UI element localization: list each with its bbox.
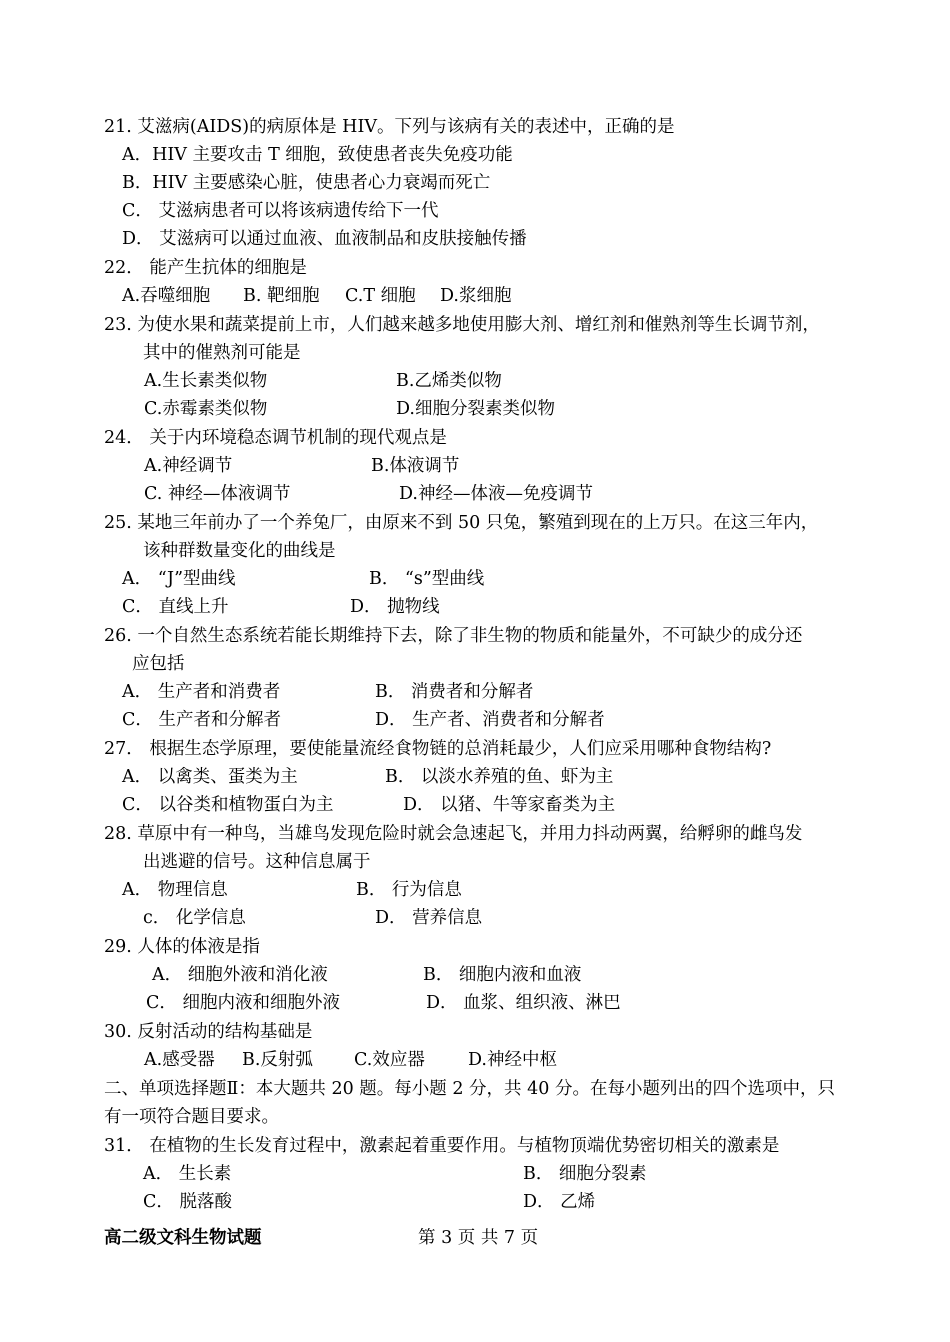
q27-option-b: B． 以淡水养殖的鱼、虾为主 [385, 767, 614, 787]
section2-heading-line2: 有一项符合题目要求。 [104, 1107, 279, 1127]
section2-heading-line1: 二、单项选择题Ⅱ：本大题共 20 题。每小题 2 分，共 40 分。在每小题列出的四个选项中，只 [104, 1079, 835, 1099]
q24-option-d: D.神经—体液—免疫调节 [399, 484, 593, 504]
q23-option-b: B.乙烯类似物 [396, 371, 502, 391]
q29-option-a: A． 细胞外液和消化液 [152, 965, 328, 985]
q28-option-a: A． 物理信息 [122, 880, 228, 900]
q31-option-d: D． 乙烯 [523, 1192, 596, 1212]
q28-stem-line2: 出逃避的信号。这种信息属于 [143, 852, 371, 872]
q25-stem-line1: 25. 某地三年前办了一个养兔厂，由原来不到 50 只兔，繁殖到现在的上万只。在这三年内， [104, 513, 819, 533]
q22-option-d: D.浆细胞 [440, 286, 512, 306]
q30-option-b: B.反射弧 [242, 1050, 313, 1070]
q24-stem: 24． 关于内环境稳态调节机制的现代观点是 [104, 428, 447, 448]
q23-option-a: A.生长素类似物 [144, 371, 268, 391]
q31-stem: 31． 在植物的生长发育过程中，激素起着重要作用。与植物顶端优势密切相关的激素是 [104, 1136, 780, 1156]
q29-option-c: C． 细胞内液和细胞外液 [146, 993, 340, 1013]
q28-option-c: c． 化学信息 [143, 908, 246, 928]
q25-option-d: D． 抛物线 [350, 597, 440, 617]
q27-option-c: C． 以谷类和植物蛋白为主 [122, 795, 334, 815]
q27-option-d: D． 以猪、牛等家畜类为主 [403, 795, 616, 815]
q21-option-c: C． 艾滋病患者可以将该病遗传给下一代 [122, 201, 439, 221]
q25-stem-line2: 该种群数量变化的曲线是 [143, 541, 336, 561]
q31-option-b: B． 细胞分裂素 [523, 1164, 647, 1184]
q29-stem: 29. 人体的体液是指 [104, 937, 260, 957]
q21-option-a: A．HIV 主要攻击 T 细胞，致使患者丧失免疫功能 [122, 145, 513, 165]
q22-option-c: C.T 细胞 [345, 286, 416, 306]
q30-option-d: D.神经中枢 [468, 1050, 557, 1070]
footer-title: 高二级文科生物试题 [104, 1228, 262, 1248]
q30-option-a: A.感受器 [144, 1050, 215, 1070]
q22-option-b: B. 靶细胞 [243, 286, 320, 306]
q22-stem: 22． 能产生抗体的细胞是 [104, 258, 307, 278]
q21-option-b: B．HIV 主要感染心脏，使患者心力衰竭而死亡 [122, 173, 491, 193]
q29-option-d: D． 血浆、组织液、淋巴 [426, 993, 621, 1013]
q25-option-a: A． “J”型曲线 [122, 569, 236, 589]
q26-option-d: D． 生产者、消费者和分解者 [375, 710, 605, 730]
q21-stem: 21. 艾滋病(AIDS)的病原体是 HIV。下列与该病有关的表述中，正确的是 [104, 117, 675, 137]
q28-option-d: D． 营养信息 [375, 908, 483, 928]
q25-option-c: C． 直线上升 [122, 597, 229, 617]
q24-option-b: B.体液调节 [371, 456, 460, 476]
q21-option-d: D． 艾滋病可以通过血液、血液制品和皮肤接触传播 [122, 229, 527, 249]
q23-stem-line2: 其中的催熟剂可能是 [143, 343, 301, 363]
q26-option-b: B． 消费者和分解者 [375, 682, 534, 702]
q26-stem-line2: 应包括 [132, 654, 185, 674]
q24-option-c: C. 神经—体液调节 [144, 484, 291, 504]
footer-page-number: 第 3 页 共 7 页 [418, 1228, 539, 1248]
q28-option-b: B． 行为信息 [356, 880, 462, 900]
q30-option-c: C.效应器 [354, 1050, 425, 1070]
q24-option-a: A.神经调节 [144, 456, 233, 476]
q26-option-c: C． 生产者和分解者 [122, 710, 281, 730]
q26-option-a: A． 生产者和消费者 [122, 682, 281, 702]
q31-option-c: C． 脱落酸 [143, 1192, 232, 1212]
q28-stem-line1: 28. 草原中有一种鸟，当雄鸟发现危险时就会急速起飞，并用力抖动两翼，给孵卵的雌鸟发 [104, 824, 803, 844]
q23-option-d: D.细胞分裂素类似物 [396, 399, 555, 419]
q27-stem: 27． 根据生态学原理，要使能量流经食物链的总消耗最少，人们应采用哪种食物结构? [104, 739, 772, 759]
q22-option-a: A.吞噬细胞 [122, 286, 211, 306]
q27-option-a: A． 以禽类、蛋类为主 [122, 767, 298, 787]
q31-option-a: A． 生长素 [143, 1164, 232, 1184]
q30-stem: 30. 反射活动的结构基础是 [104, 1022, 313, 1042]
q25-option-b: B． “s”型曲线 [369, 569, 485, 589]
q23-option-c: C.赤霉素类似物 [144, 399, 268, 419]
q26-stem-line1: 26. 一个自然生态系统若能长期维持下去，除了非生物的物质和能量外，不可缺少的成分还 [104, 626, 803, 646]
q23-stem-line1: 23. 为使水果和蔬菜提前上市，人们越来越多地使用膨大剂、增红剂和催熟剂等生长调节剂， [104, 315, 820, 335]
q29-option-b: B． 细胞内液和血液 [423, 965, 582, 985]
